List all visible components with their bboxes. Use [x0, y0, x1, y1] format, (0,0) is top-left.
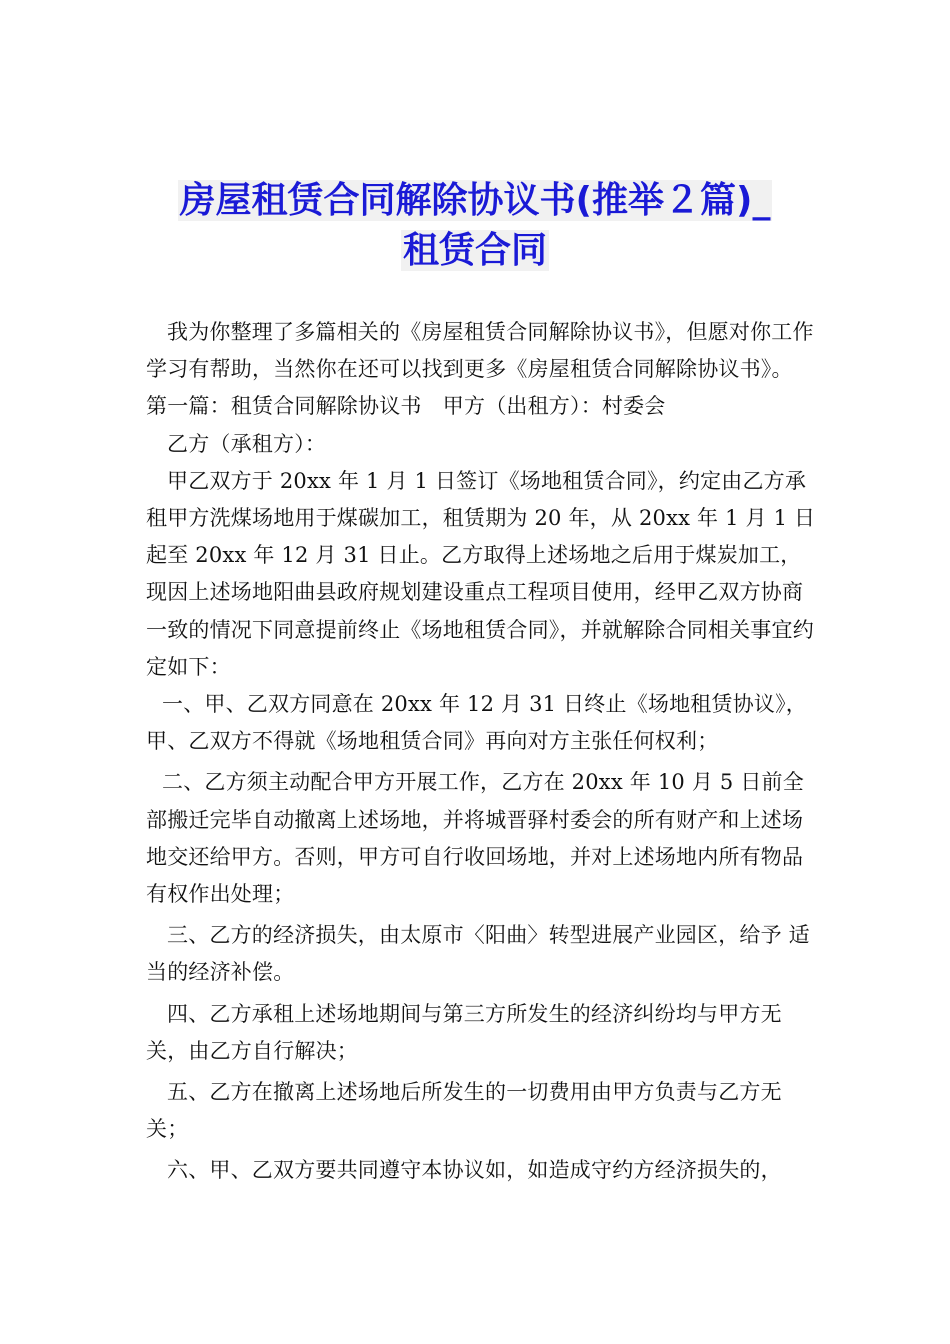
title-line-1 [0, 176, 950, 226]
clause-5: 五、乙方在撤离上述场地后所发生的一切费用由甲方负责与乙方无关； [146, 1080, 782, 1142]
clause-3: 三、乙方的经济损失，由太原市〈阳曲〉转型进展产业园区，给予 适当的经济补偿。 [146, 923, 810, 985]
title-line-2-text: 租赁合同 [402, 230, 547, 271]
party-b-line: 乙方（承租方）： [167, 431, 327, 456]
title-line-2 [0, 226, 950, 276]
clause-1: 一、甲、乙双方同意在 20xx 年 12 月 31 日终止《场地租赁协议》，甲、乙双方不得就《场地租赁合同》再向对方主张任何权利； [146, 692, 808, 754]
title-line-1-text: 房屋租赁合同解除协议书(推举２篇)_ [179, 180, 771, 221]
clause-2: 二、乙方须主动配合甲方开展工作，乙方在 20xx 年 10 月 5 日前全部搬迁完毕自动撤离上述场地，并将城晋驿村委会的所有财产和上述场地交还给甲方。否则，甲方可自行收回场地，并对上述场地内所有物品有权作出处理； [146, 770, 804, 907]
clause-6: 六、甲、乙双方要共同遵守本协议如，如造成守约方经济损失的， [167, 1158, 782, 1183]
intro-paragraph: 我为你整理了多篇相关的《房屋租赁合同解除协议书》，但愿对你工作学习有帮助，当然你在还可以找到更多《房屋租赁合同解除协议书》。 [146, 320, 814, 382]
document-title [0, 176, 950, 276]
background-paragraph: 甲乙双方于 20xx 年 1 月 1 日签订《场地租赁合同》，约定由乙方承租甲方洗煤场地用于煤碳加工，租赁期为 20 年，从 20xx 年 1 月 1 日起至 20xx 年 12 月 31 日止。乙方取得上述场地之后用于煤炭加工，现因上述场地阳曲县政府规划建设重点工程项目使用，经甲乙双方协商一致的情况下同意提前终止《场地租赁合同》，并就解除合同相关事宜约定如下： [146, 468, 816, 679]
clause-4: 四、乙方承租上述场地期间与第三方所发生的经济纠纷均与甲方无 关，由乙方自行解决； [146, 1001, 782, 1063]
part1-heading: 第一篇：租赁合同解除协议书 甲方（出租方）：村委会 [146, 394, 666, 419]
document-body [146, 314, 818, 1190]
